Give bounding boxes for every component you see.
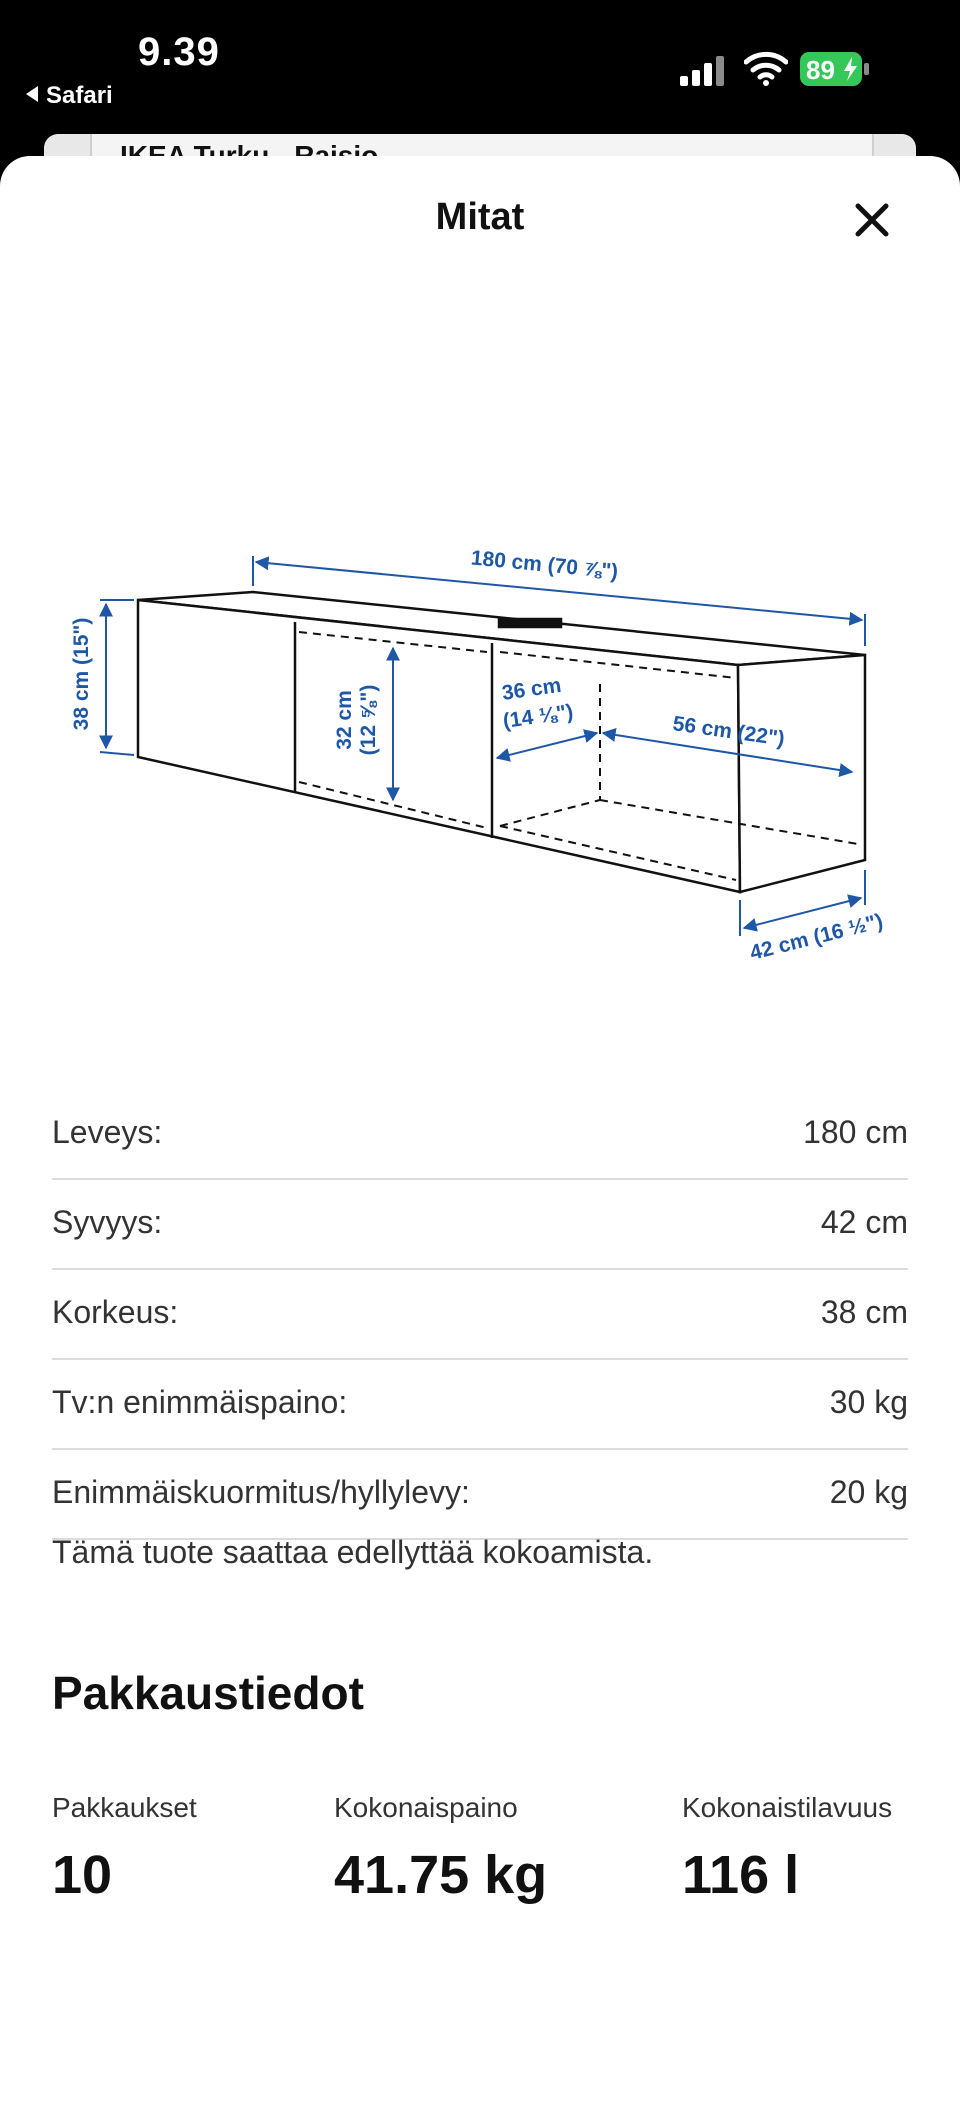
package-volume-label: Kokonaistilavuus (682, 1792, 893, 1823)
dimension-row (52, 1450, 908, 1540)
depth-dimension-label: 42 cm (16 ½") (747, 909, 886, 965)
inner-depth-label-cm: 36 cm (500, 673, 563, 705)
dimensions-list (52, 1090, 908, 1540)
package-volume (682, 1792, 892, 1906)
inner-width-label: 56 cm (22") (671, 712, 787, 751)
back-triangle-icon (26, 86, 38, 102)
package-info-heading: Pakkaustiedot (52, 1667, 364, 1719)
dimension-label: Enimmäiskuormitus/hyllylevy: (52, 1474, 470, 1510)
dimension-label: Leveys: (52, 1114, 163, 1150)
dimension-row (52, 1090, 908, 1180)
wifi-icon (744, 50, 788, 86)
back-app-label: Safari (46, 82, 113, 109)
package-weight-label: Kokonaispaino (334, 1792, 518, 1823)
back-to-app-button[interactable] (26, 82, 113, 110)
inner-height-label-in: (12 ⅝") (357, 684, 380, 756)
inner-height-label-cm: 32 cm (333, 690, 356, 750)
width-dimension-label: 180 cm (70 ⅞") (469, 546, 620, 584)
sheet-title: Mitat (435, 196, 525, 238)
dimension-value: 42 cm (820, 1204, 908, 1240)
dimension-diagram (0, 356, 960, 1016)
battery-level: 89 (806, 55, 835, 85)
cellular-signal-icon (680, 56, 730, 86)
height-dimension-label: 38 cm (15") (70, 617, 93, 731)
package-volume-value: 116 l (682, 1845, 800, 1905)
dimension-value: 30 kg (829, 1384, 908, 1420)
dimension-row (52, 1360, 908, 1450)
dimension-row (52, 1180, 908, 1270)
package-weight-value: 41.75 kg (334, 1845, 548, 1905)
battery-indicator (800, 52, 870, 86)
close-icon[interactable] (846, 194, 898, 246)
dimension-value: 38 cm (820, 1294, 908, 1330)
dimension-label: Syvyys: (52, 1204, 163, 1240)
assembly-note: Tämä tuote saattaa edellyttää kokoamista. (52, 1534, 654, 1570)
package-weight (334, 1792, 547, 1906)
dimension-value: 180 cm (803, 1114, 908, 1150)
status-bar (0, 0, 960, 140)
dimension-label: Korkeus: (52, 1294, 179, 1330)
inner-depth-label-in: (14 ⅛") (501, 700, 575, 733)
dimension-value: 20 kg (829, 1474, 908, 1510)
dimension-row (52, 1270, 908, 1360)
package-count-value: 10 (52, 1845, 113, 1905)
package-count (52, 1792, 197, 1906)
dimension-label: Tv:n enimmäispaino: (52, 1384, 348, 1420)
clock: 9.39 (138, 30, 220, 74)
package-count-label: Pakkaukset (52, 1792, 197, 1823)
battery-icon (800, 52, 870, 86)
